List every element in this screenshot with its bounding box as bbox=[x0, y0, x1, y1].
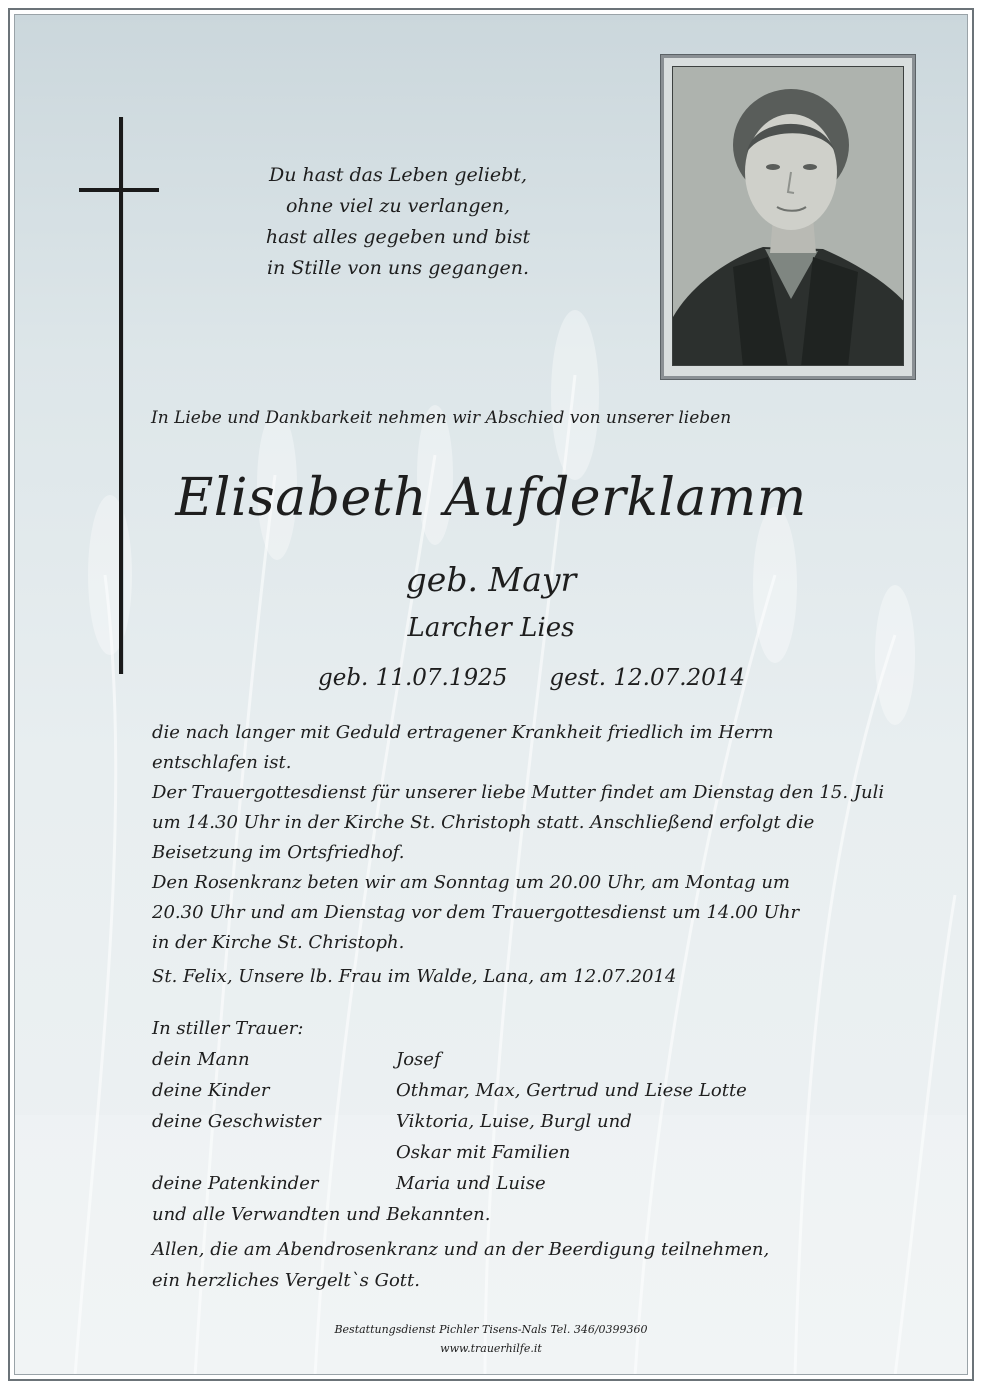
portrait-frame bbox=[660, 54, 916, 380]
body-line: in der Kirche St. Christoph. bbox=[152, 932, 405, 953]
portrait-photo bbox=[672, 66, 904, 366]
body-line: um 14.30 Uhr in der Kirche St. Christoph statt. Anschließend erfolgt die bbox=[152, 812, 815, 833]
body-line: Den Rosenkranz beten wir am Sonntag um 20.00 Uhr, am Montag um bbox=[152, 872, 790, 893]
relation: dein Mann bbox=[152, 1049, 250, 1070]
body-line: die nach langer mit Geduld ertragener Krankheit friedlich im Herrn bbox=[152, 722, 774, 743]
website-link[interactable]: www.trauerhilfe.it bbox=[440, 1342, 542, 1355]
mourner-row bbox=[152, 1168, 546, 1199]
nickname: Larcher Lies bbox=[407, 613, 575, 643]
poem bbox=[253, 160, 543, 284]
funeral-service-footer bbox=[0, 1320, 982, 1358]
death-date: gest. 12.07.2014 bbox=[549, 665, 746, 691]
funeral-service-contact: Bestattungsdienst Pichler Tisens-Nals Tel. 346/0399360 bbox=[334, 1323, 648, 1336]
thanks-line: ein herzliches Vergelt`s Gott. bbox=[152, 1270, 420, 1291]
deceased-name: Elisabeth Aufderklamm bbox=[175, 468, 807, 528]
body-line: Der Trauergottesdienst für unserer liebe Mutter findet am Dienstag den 15. Juli bbox=[152, 782, 885, 803]
birth-date: geb. 11.07.1925 bbox=[318, 665, 508, 691]
poem-line: in Stille von uns gegangen. bbox=[266, 257, 530, 279]
mourner-names: Viktoria, Luise, Burgl und bbox=[396, 1111, 632, 1132]
life-dates bbox=[318, 665, 745, 691]
intro-text: In Liebe und Dankbarkeit nehmen wir Abschied von unserer lieben bbox=[151, 408, 732, 428]
cross-horizontal-bar bbox=[79, 188, 159, 192]
mourner-names: Oskar mit Familien bbox=[396, 1142, 571, 1163]
poem-line: hast alles gegeben und bist bbox=[265, 226, 531, 248]
mourners-list bbox=[152, 1013, 747, 1230]
mourner-row bbox=[152, 1044, 490, 1075]
relation: deine Patenkinder bbox=[152, 1173, 319, 1194]
body-line: Beisetzung im Ortsfriedhof. bbox=[152, 842, 405, 863]
thanks-text bbox=[152, 1234, 769, 1296]
mourner-row bbox=[152, 1137, 571, 1168]
poem-line: ohne viel zu verlangen, bbox=[285, 195, 511, 217]
mourner-row bbox=[152, 1106, 632, 1137]
mourning-heading: In stiller Trauer: bbox=[152, 1018, 304, 1039]
body-line: 20.30 Uhr und am Dienstag vor dem Trauergottesdienst um 14.00 Uhr bbox=[152, 902, 800, 923]
portrait-illustration bbox=[673, 67, 904, 366]
maiden-name: geb. Mayr bbox=[405, 560, 577, 599]
mourner-row bbox=[152, 1075, 747, 1106]
relation: deine Geschwister bbox=[152, 1111, 321, 1132]
mourner-names: Josef bbox=[396, 1049, 441, 1070]
place-and-date: St. Felix, Unsere lb. Frau im Walde, Lana, am 12.07.2014 bbox=[152, 966, 677, 987]
thanks-line: Allen, die am Abendrosenkranz und an der Beerdigung teilnehmen, bbox=[152, 1239, 770, 1260]
relation: deine Kinder bbox=[152, 1080, 270, 1101]
portrait-mat bbox=[664, 58, 912, 376]
mourner-names: Othmar, Max, Gertrud und Liese Lotte bbox=[396, 1080, 747, 1101]
mourner-names: Maria und Luise bbox=[396, 1173, 546, 1194]
poem-line: Du hast das Leben geliebt, bbox=[269, 164, 527, 186]
announcement-text bbox=[152, 718, 884, 958]
mourning-closing: und alle Verwandten und Bekannten. bbox=[152, 1204, 491, 1225]
body-line: entschlafen ist. bbox=[152, 752, 292, 773]
